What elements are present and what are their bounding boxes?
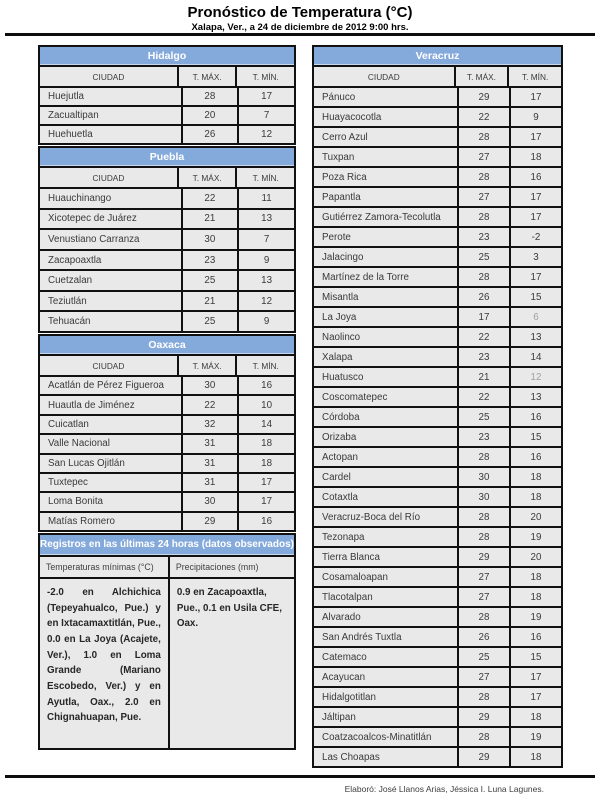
veracruz-header-row	[314, 67, 561, 86]
tmin-cell: 19	[511, 728, 561, 746]
table-row	[40, 189, 294, 208]
city-cell: San Lucas Ojitlán	[40, 455, 181, 472]
observed-grid	[40, 557, 294, 748]
table-row	[314, 288, 561, 306]
city-cell: Loma Bonita	[40, 493, 181, 510]
tmin-cell: 9	[239, 251, 294, 270]
tmax-cell: 27	[459, 668, 509, 686]
table-row	[314, 528, 561, 546]
tmin-cell: 15	[511, 428, 561, 446]
city-cell: Jáltipan	[314, 708, 457, 726]
min-temps-text: -2.0 en Alchichica (Tepeyahualco, Pue.) y en Ixtacamaxtitlán, Pue., 0.0 en La Joya (Acajete, Ver.), 1.0 en Loma Grande (Mariano Escobedo, Ver.) y en Ayutla, Oax., 2.0 en Chignahuapan, Pue.	[40, 579, 168, 748]
tmin-cell: 10	[239, 396, 294, 413]
tmin-cell: 16	[239, 377, 294, 394]
tmax-cell: 29	[183, 513, 238, 530]
table-row	[40, 377, 294, 394]
veracruz-rows	[314, 88, 561, 766]
table-row	[314, 348, 561, 366]
city-cell: Tuxtepec	[40, 474, 181, 491]
city-cell: Matías Romero	[40, 513, 181, 530]
tmax-cell: 29	[459, 548, 509, 566]
table-row	[40, 292, 294, 311]
tmin-cell: -2	[511, 228, 561, 246]
tmin-cell: 17	[511, 268, 561, 286]
table-row	[314, 548, 561, 566]
table-row	[314, 308, 561, 326]
table-row	[40, 88, 294, 105]
tmin-cell: 7	[239, 230, 294, 249]
city-cell: Tezonapa	[314, 528, 457, 546]
tmax-column-header: T. MÁX.	[179, 67, 236, 86]
city-cell: Zacapoaxtla	[40, 251, 181, 270]
tmin-cell: 12	[239, 292, 294, 311]
table-row	[314, 468, 561, 486]
tmin-cell: 14	[239, 416, 294, 433]
tmin-cell: 16	[511, 408, 561, 426]
tmin-cell: 13	[239, 271, 294, 290]
city-column-header: CIUDAD	[314, 67, 454, 86]
tmax-cell: 28	[459, 728, 509, 746]
city-cell: Cotaxtla	[314, 488, 457, 506]
puebla-table	[38, 146, 296, 333]
city-cell: Tuxpan	[314, 148, 457, 166]
city-cell: Huatusco	[314, 368, 457, 386]
tmin-cell: 18	[239, 435, 294, 452]
tmax-cell: 21	[183, 210, 238, 229]
city-cell: Cuetzalan	[40, 271, 181, 290]
city-cell: Perote	[314, 228, 457, 246]
city-cell: San Andrés Tuxtla	[314, 628, 457, 646]
min-temps-header: Temperaturas mínimas (°C)	[40, 557, 168, 577]
tmax-cell: 27	[459, 568, 509, 586]
city-cell: Tierra Blanca	[314, 548, 457, 566]
observed-title-bar: Registros en las últimas 24 horas (datos observados)	[40, 535, 294, 555]
city-cell: Las Choapas	[314, 748, 457, 766]
tmax-cell: 31	[183, 455, 238, 472]
table-row	[314, 568, 561, 586]
tmax-cell: 29	[459, 748, 509, 766]
tmax-cell: 31	[183, 435, 238, 452]
table-row	[314, 508, 561, 526]
city-cell: Acayucan	[314, 668, 457, 686]
tmin-cell: 20	[511, 508, 561, 526]
table-row	[314, 608, 561, 626]
puebla-rows	[40, 189, 294, 331]
table-row	[314, 428, 561, 446]
table-row	[40, 435, 294, 452]
oaxaca-title-bar: Oaxaca	[40, 336, 294, 354]
table-row	[314, 388, 561, 406]
tmax-cell: 28	[459, 528, 509, 546]
table-row	[314, 268, 561, 286]
tmax-cell: 28	[459, 208, 509, 226]
tmax-cell: 30	[183, 377, 238, 394]
city-column-header: CIUDAD	[40, 168, 177, 187]
city-cell: Papantla	[314, 188, 457, 206]
observed-section	[38, 533, 296, 750]
city-cell: Martínez de la Torre	[314, 268, 457, 286]
city-cell: Misantla	[314, 288, 457, 306]
city-cell: Huejutla	[40, 88, 181, 105]
veracruz-table	[312, 45, 563, 768]
tmin-cell: 9	[239, 312, 294, 331]
tmax-cell: 22	[459, 108, 509, 126]
table-row	[40, 210, 294, 229]
tmin-cell: 13	[239, 210, 294, 229]
tmin-cell: 15	[511, 648, 561, 666]
page-subtitle: Xalapa, Ver., a 24 de diciembre de 2012 9:00 hrs.	[191, 22, 409, 33]
table-row	[40, 251, 294, 270]
veracruz-title-bar: Veracruz	[314, 47, 561, 65]
table-row	[314, 108, 561, 126]
oaxaca-header-row	[40, 356, 294, 375]
city-cell: Huautla de Jiménez	[40, 396, 181, 413]
tmax-cell: 27	[459, 588, 509, 606]
tmin-cell: 16	[511, 628, 561, 646]
city-cell: Cuicatlan	[40, 416, 181, 433]
tmin-cell: 18	[511, 708, 561, 726]
tmin-cell: 17	[239, 88, 294, 105]
tmin-cell: 11	[239, 189, 294, 208]
tmax-cell: 23	[459, 348, 509, 366]
tmax-cell: 28	[459, 128, 509, 146]
table-row	[314, 88, 561, 106]
tmin-cell: 17	[511, 88, 561, 106]
tmax-cell: 28	[459, 608, 509, 626]
table-row	[314, 668, 561, 686]
city-cell: Cardel	[314, 468, 457, 486]
tmin-cell: 18	[511, 748, 561, 766]
tmax-cell: 27	[459, 188, 509, 206]
tmax-cell: 30	[459, 468, 509, 486]
tmin-cell: 18	[511, 148, 561, 166]
table-row	[40, 396, 294, 413]
tmin-cell: 18	[511, 588, 561, 606]
city-cell: Catemaco	[314, 648, 457, 666]
city-column-header: CIUDAD	[40, 67, 177, 86]
bottom-divider	[5, 775, 595, 778]
tmax-cell: 26	[183, 126, 238, 143]
tmin-cell: 16	[511, 448, 561, 466]
tmin-cell: 18	[239, 455, 294, 472]
tmin-cell: 18	[511, 568, 561, 586]
city-cell: Acatlán de Pérez Figueroa	[40, 377, 181, 394]
tmax-cell: 28	[183, 88, 238, 105]
city-cell: Jalacingo	[314, 248, 457, 266]
table-row	[40, 107, 294, 124]
tmax-cell: 26	[459, 288, 509, 306]
tmax-cell: 22	[183, 189, 238, 208]
tmin-cell: 7	[239, 107, 294, 124]
city-cell: Alvarado	[314, 608, 457, 626]
tmax-cell: 28	[459, 268, 509, 286]
table-row	[314, 708, 561, 726]
tmax-column-header: T. MÁX.	[179, 168, 236, 187]
tmax-cell: 22	[459, 388, 509, 406]
table-row	[314, 208, 561, 226]
tmax-cell: 25	[459, 408, 509, 426]
tmin-cell: 19	[511, 528, 561, 546]
table-row	[314, 228, 561, 246]
tmax-cell: 23	[183, 251, 238, 270]
city-cell: Tlacotalpan	[314, 588, 457, 606]
tmax-cell: 32	[183, 416, 238, 433]
tmin-cell: 17	[239, 493, 294, 510]
table-row	[314, 368, 561, 386]
table-row	[40, 493, 294, 510]
page-title: Pronóstico de Temperatura (°C)	[187, 4, 413, 21]
tmax-cell: 21	[183, 292, 238, 311]
puebla-title-bar: Puebla	[40, 148, 294, 166]
tmin-cell: 17	[511, 208, 561, 226]
precipitation-header: Precipitaciones (mm)	[170, 557, 294, 577]
hidalgo-header-row	[40, 67, 294, 86]
city-cell: Teziutlán	[40, 292, 181, 311]
footer-credit: Elaboró: José Llanos Arias, Jéssica I. Luna Lagunes.	[344, 784, 544, 794]
table-row	[314, 188, 561, 206]
tmin-cell: 13	[511, 328, 561, 346]
city-cell: Gutiérrez Zamora-Tecolutla	[314, 208, 457, 226]
tmin-column-header: T. MÍN.	[509, 67, 561, 86]
tmax-cell: 30	[183, 230, 238, 249]
oaxaca-rows	[40, 377, 294, 530]
tmax-cell: 31	[183, 474, 238, 491]
tmax-cell: 25	[459, 248, 509, 266]
tmin-cell: 18	[511, 488, 561, 506]
city-cell: Veracruz-Boca del Río	[314, 508, 457, 526]
city-cell: Zacualtipan	[40, 107, 181, 124]
tmax-cell: 28	[459, 448, 509, 466]
tmax-cell: 28	[459, 688, 509, 706]
tmax-column-header: T. MÁX.	[179, 356, 236, 375]
table-row	[314, 588, 561, 606]
tmax-cell: 30	[183, 493, 238, 510]
table-row	[314, 328, 561, 346]
tmax-cell: 26	[459, 628, 509, 646]
top-divider	[5, 33, 595, 36]
tmin-cell: 17	[511, 688, 561, 706]
city-cell: Orizaba	[314, 428, 457, 446]
tmax-cell: 25	[459, 648, 509, 666]
tmin-cell: 17	[239, 474, 294, 491]
puebla-header-row	[40, 168, 294, 187]
tmin-cell: 6	[511, 308, 561, 326]
tmin-column-header: T. MÍN.	[237, 67, 294, 86]
table-row	[40, 271, 294, 290]
tmin-cell: 16	[239, 513, 294, 530]
city-cell: Coatzacoalcos-Minatitlán	[314, 728, 457, 746]
city-cell: Venustiano Carranza	[40, 230, 181, 249]
tmax-cell: 29	[459, 88, 509, 106]
table-row	[40, 230, 294, 249]
tmax-cell: 17	[459, 308, 509, 326]
tmin-cell: 20	[511, 548, 561, 566]
hidalgo-title-bar: Hidalgo	[40, 47, 294, 65]
table-row	[314, 488, 561, 506]
city-cell: Córdoba	[314, 408, 457, 426]
city-cell: Hidalgotitlan	[314, 688, 457, 706]
table-row	[314, 748, 561, 766]
tmin-cell: 9	[511, 108, 561, 126]
hidalgo-rows	[40, 88, 294, 143]
tmin-cell: 14	[511, 348, 561, 366]
city-cell: Poza Rica	[314, 168, 457, 186]
city-cell: Huayacocotla	[314, 108, 457, 126]
tmin-cell: 12	[239, 126, 294, 143]
city-cell: Cosamaloapan	[314, 568, 457, 586]
tmax-cell: 25	[183, 271, 238, 290]
city-cell: Pánuco	[314, 88, 457, 106]
tmin-cell: 17	[511, 668, 561, 686]
tmin-cell: 3	[511, 248, 561, 266]
city-cell: Naolinco	[314, 328, 457, 346]
tmax-cell: 20	[183, 107, 238, 124]
table-row	[314, 448, 561, 466]
tmax-cell: 25	[183, 312, 238, 331]
tmin-cell: 17	[511, 188, 561, 206]
tmax-cell: 22	[183, 396, 238, 413]
right-column	[312, 45, 563, 768]
tmax-cell: 29	[459, 708, 509, 726]
tmin-cell: 12	[511, 368, 561, 386]
table-row	[314, 648, 561, 666]
tmax-cell: 30	[459, 488, 509, 506]
oaxaca-table	[38, 334, 296, 532]
left-column	[38, 45, 296, 750]
table-row	[314, 148, 561, 166]
tmin-cell: 17	[511, 128, 561, 146]
table-row	[40, 126, 294, 143]
table-row	[40, 474, 294, 491]
table-row	[314, 168, 561, 186]
city-cell: Xalapa	[314, 348, 457, 366]
tmin-cell: 15	[511, 288, 561, 306]
tmin-cell: 16	[511, 168, 561, 186]
tmin-column-header: T. MÍN.	[237, 168, 294, 187]
table-row	[40, 513, 294, 530]
city-cell: Coscomatepec	[314, 388, 457, 406]
table-row	[40, 312, 294, 331]
table-row	[40, 416, 294, 433]
table-row	[314, 628, 561, 646]
tmin-column-header: T. MÍN.	[237, 356, 294, 375]
table-row	[314, 408, 561, 426]
hidalgo-table	[38, 45, 296, 145]
city-cell: Tehuacán	[40, 312, 181, 331]
city-cell: Xicotepec de Juárez	[40, 210, 181, 229]
table-row	[314, 728, 561, 746]
table-row	[314, 248, 561, 266]
city-cell: Cerro Azul	[314, 128, 457, 146]
tmax-cell: 23	[459, 428, 509, 446]
tmax-column-header: T. MÁX.	[456, 67, 508, 86]
tmax-cell: 21	[459, 368, 509, 386]
precipitation-text: 0.9 en Zacapoaxtla, Pue., 0.1 en Usila CFE, Oax.	[170, 579, 294, 748]
city-cell: Huauchinango	[40, 189, 181, 208]
tmin-cell: 18	[511, 468, 561, 486]
city-column-header: CIUDAD	[40, 356, 177, 375]
tmin-cell: 13	[511, 388, 561, 406]
table-row	[40, 455, 294, 472]
tmax-cell: 28	[459, 168, 509, 186]
tmax-cell: 28	[459, 508, 509, 526]
city-cell: Huehuetla	[40, 126, 181, 143]
tmax-cell: 22	[459, 328, 509, 346]
table-row	[314, 688, 561, 706]
table-row	[314, 128, 561, 146]
tmin-cell: 19	[511, 608, 561, 626]
tmax-cell: 23	[459, 228, 509, 246]
city-cell: Actopan	[314, 448, 457, 466]
city-cell: Valle Nacional	[40, 435, 181, 452]
city-cell: La Joya	[314, 308, 457, 326]
tmax-cell: 27	[459, 148, 509, 166]
